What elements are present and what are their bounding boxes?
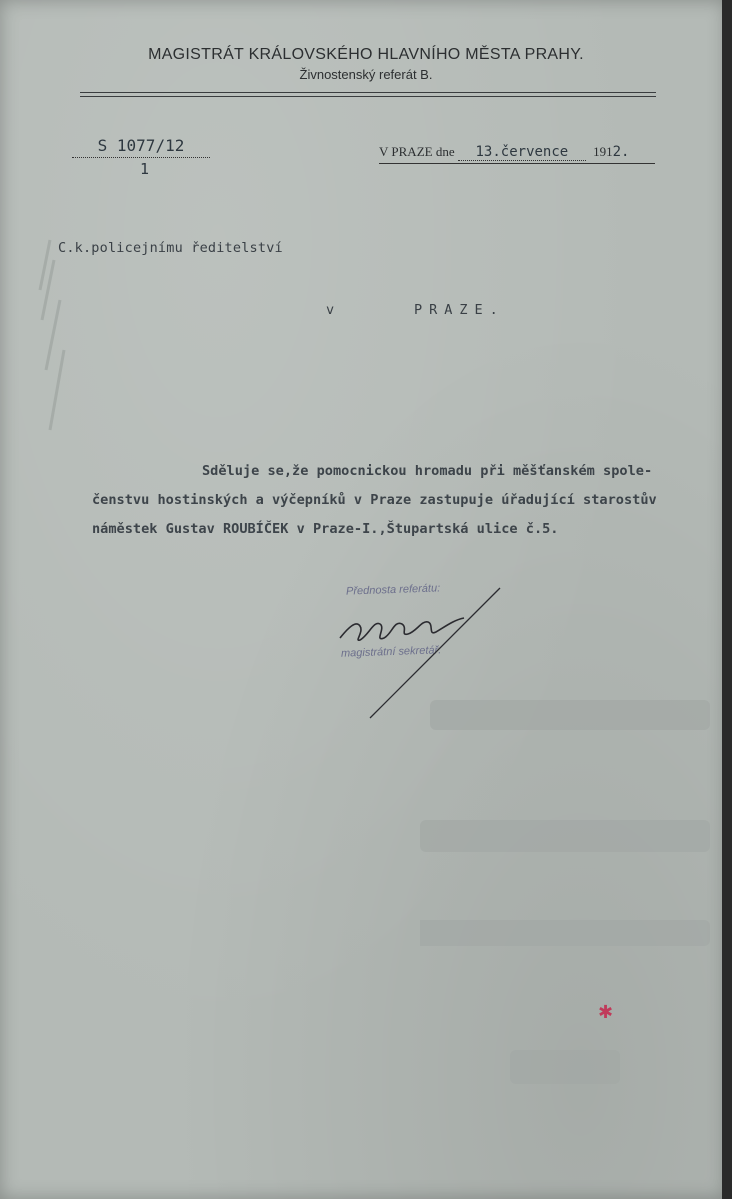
reference-index: 1 [140,160,150,178]
bleed-through-text [420,680,720,1100]
year-prefix: 191 [593,144,613,159]
reference-number: S 1077/12 [72,136,210,158]
pencil-marks [20,230,80,450]
place-label: V PRAZE dne [379,144,455,159]
addressee-name: C.k.policejnímu ředitelství [58,240,283,256]
body-line: čenstvu hostinských a výčepníků v Praze zastupuje úřadující starostův [92,492,657,508]
body-line: náměstek Gustav ROUBÍČEK v Praze-I.,Štupartská ulice č.5. [92,521,559,537]
header-rule [80,92,656,93]
handwritten-signature [330,580,520,730]
addressee-city: PRAZE. [414,302,505,318]
issuer-title: MAGISTRÁT KRÁLOVSKÉHO HLAVNÍHO MĚSTA PRAHY. [148,46,584,63]
date-value: 13.července [458,144,586,161]
year-suffix: 2. [612,144,630,160]
page-edge [722,0,732,1199]
place-date-line [379,144,655,164]
stamp-footer: magistrátní sekretář. [340,644,442,660]
addressee-preposition: v [326,302,335,318]
department-subtitle: Živnostenský referát B. [299,67,433,82]
stamp-heading: Přednosta referátu: [345,582,441,598]
body-line: Sděluje se,že pomocnickou hromadu při měšťanském spole- [202,463,653,479]
red-asterisk-mark: ✱ [598,1002,614,1022]
header-rule-second [80,96,656,97]
